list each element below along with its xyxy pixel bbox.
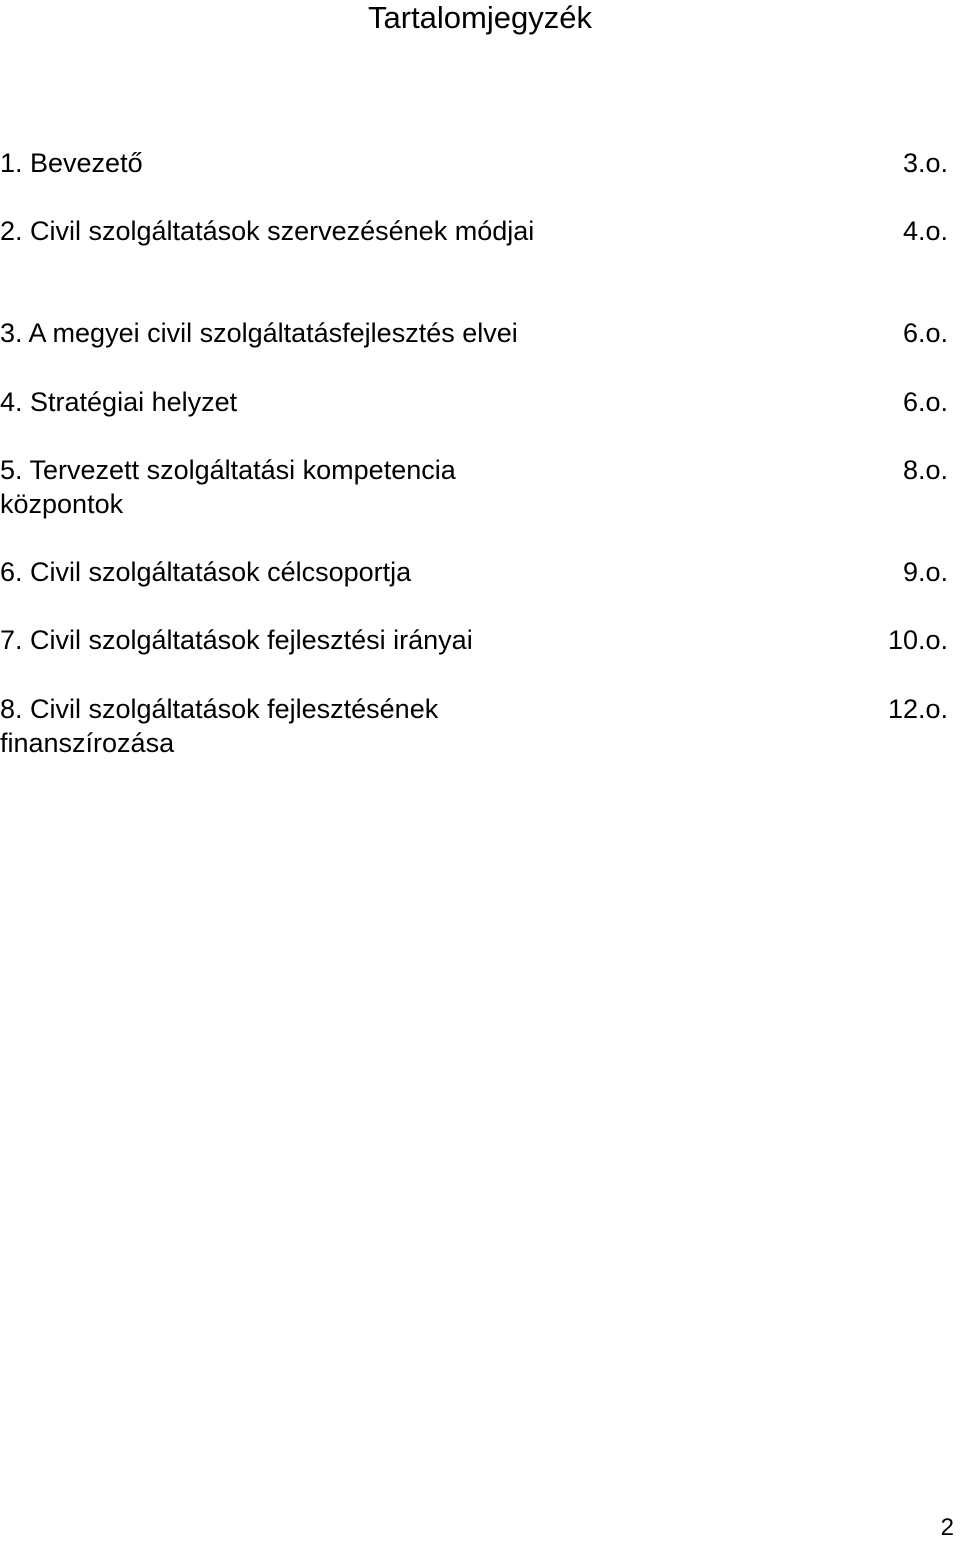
- toc-entry-label: 1. Bevezető: [0, 148, 143, 178]
- toc-entry-label: 4. Stratégiai helyzet: [0, 387, 238, 417]
- toc-entry-page: 6.o.: [902, 387, 948, 417]
- toc-entry-label: 2. Civil szolgáltatások szervezésének módjai: [0, 216, 535, 246]
- toc-entry-label: 3. A megyei civil szolgáltatásfejlesztés elvei: [0, 318, 518, 348]
- page-number: 2: [940, 1514, 954, 1541]
- toc-entry-page: 9.o.: [902, 557, 948, 587]
- toc-entry-page: 12.o.: [887, 694, 948, 724]
- toc-entry-page: 8.o.: [902, 455, 948, 485]
- toc-entry-label: 8. Civil szolgáltatások fejlesztésének finanszírozása: [0, 694, 439, 758]
- document-title: Tartalomjegyzék: [368, 0, 592, 35]
- toc-entry-page: 3.o.: [902, 148, 948, 178]
- toc-entry-page: 10.o.: [887, 625, 948, 655]
- toc-entry-page: 4.o.: [902, 216, 948, 246]
- toc-entry-page: 6.o.: [902, 318, 948, 348]
- toc-entry-label: 7. Civil szolgáltatások fejlesztési irányai: [0, 625, 473, 655]
- toc-entry-label: 6. Civil szolgáltatások célcsoportja: [0, 557, 412, 587]
- toc-entry-label: 5. Tervezett szolgáltatási kompetencia központok: [0, 455, 456, 519]
